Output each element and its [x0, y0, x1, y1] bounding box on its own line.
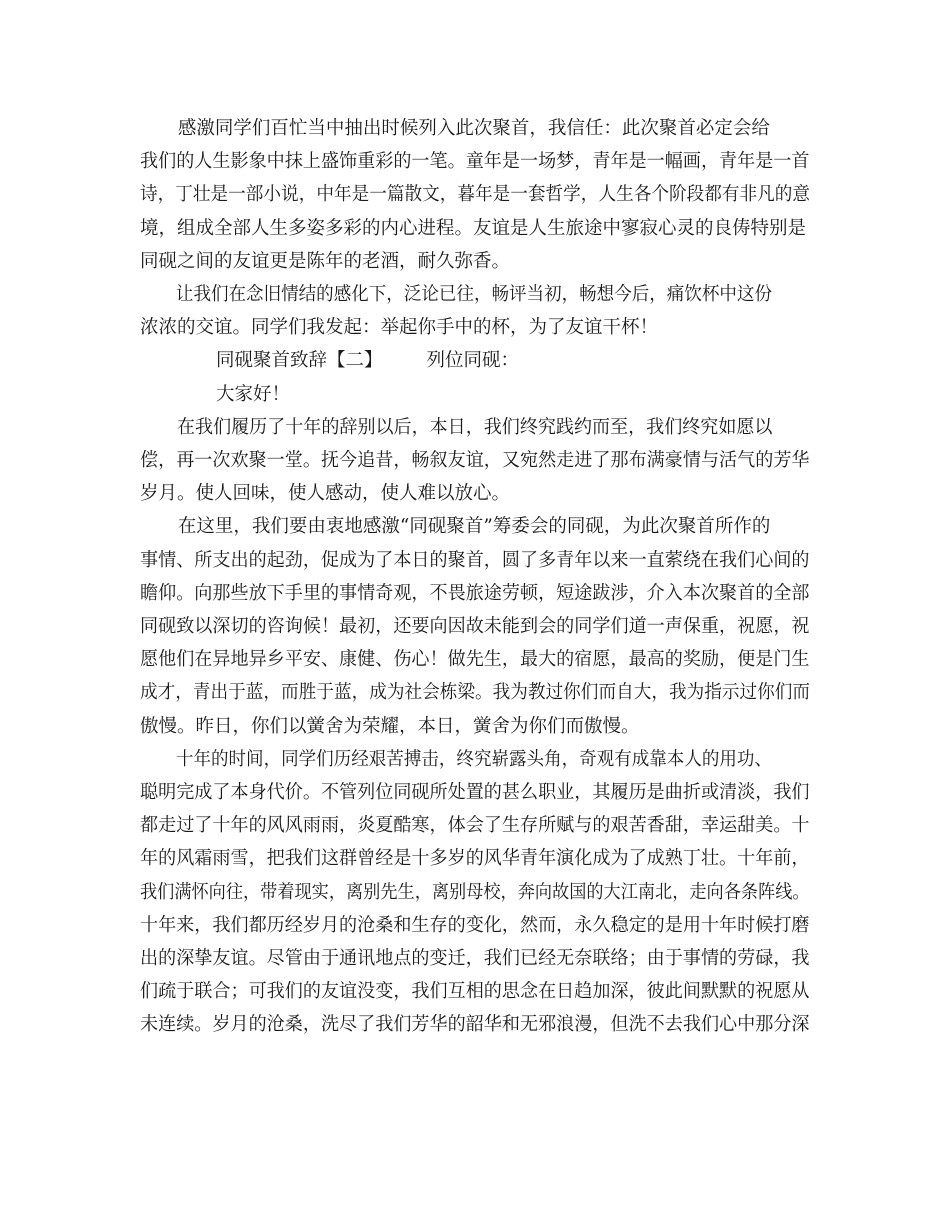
paragraph-reunion	[140, 411, 810, 511]
text-line: 岁月。使人回味，使人感动，使人难以放心。	[140, 483, 511, 505]
text-line: 聪明完成了本身代价。不管列位同砚所处置的甚么职业，其履历是曲折或清淡，我们	[140, 782, 810, 804]
text-line: 瞻仰。向那些放下手里的事情奇观，不畏旅途劳顿，短途跋涉，介入本次聚首的全部	[140, 582, 810, 604]
salutation: 列位同砚：	[426, 350, 520, 372]
text-line: 十年的时间，同学们历经艰苦搏击，终究崭露头角，奇观有成靠本人的用功、	[175, 748, 772, 770]
section-title: 同砚聚首致辞【二】	[216, 350, 383, 372]
greeting	[140, 378, 810, 411]
text-line: 诗，丁壮是一部小说，中年是一篇散文，暮年是一套哲学，人生各个阶段都有非凡的意	[140, 184, 811, 206]
greeting-text: 大家好！	[216, 383, 291, 405]
paragraph-thanks	[140, 112, 810, 278]
text-line: 十年来，我们都历经岁月的沧桑和生存的变化，然而，永久稳定的是用十年时候打磨	[140, 914, 810, 936]
text-line: 未连续。岁月的沧桑，洗尽了我们芳华的韶华和无邪浪漫，但洗不去我们心中那分深	[140, 1014, 810, 1036]
text-line: 愿他们在异地异乡平安、康健、伤心！做先生，最大的宿愿，最高的奖励，便是门生	[140, 649, 810, 671]
text-line: 在这里，我们要由衷地感激“同砚聚首”筹委会的同砚，为此次聚首所作的	[177, 516, 771, 538]
text-line: 偿，再一次欢聚一堂。抚今追昔，畅叙友谊，又宛然走进了那布满豪情与活气的芳华	[140, 450, 810, 472]
section-heading	[140, 344, 810, 377]
text-line: 同砚致以深切的咨询候！最初，还要向因故未能到会的同学们道一声保重，祝愿，祝	[140, 616, 810, 638]
paragraph-toast	[140, 278, 810, 344]
text-line: 出的深挚友谊。尽管由于通讯地点的变迁，我们已经无奈联络；由于事情的劳碌，我	[140, 948, 810, 970]
text-line: 都走过了十年的风风雨雨，炎夏酷寒，体会了生存所赋与的艰苦香甜，幸运甜美。十	[140, 815, 810, 837]
paragraph-decade	[140, 743, 810, 1042]
text-line: 让我们在念旧情结的感化下，泛论已往，畅评当初，畅想今后，痛饮杯中这份	[175, 284, 772, 306]
text-line: 我们满怀向往，带着现实，离别先生，离别母校，奔向故国的大江南北，走向各条阵线。	[140, 881, 810, 903]
text-line: 浓浓的交谊。同学们我发起：举起你手中的杯，为了友谊干杯！	[140, 317, 659, 339]
text-line: 年的风霜雨雪，把我们这群曾经是十多岁的风华青年演化成为了成熟丁壮。十年前，	[140, 848, 810, 870]
text-line: 们疏于联合；可我们的友谊没变，我们互相的思念在日趋加深，彼此间默默的祝愿从	[140, 981, 810, 1003]
text-line: 傲慢。昨日，你们以黉舍为荣耀，本日，黉舍为你们而傲慢。	[140, 715, 640, 737]
document-page	[140, 112, 810, 1042]
text-line: 感激同学们百忙当中抽出时候列入此次聚首，我信任：此次聚首必定会给	[177, 118, 770, 139]
text-line: 境，组成全部人生多姿多彩的内心进程。友谊是人生旅途中寥寂心灵的良俦特别是	[140, 217, 807, 239]
text-line: 在我们履历了十年的辞别以后，本日，我们终究践约而至，我们终究如愿以	[176, 416, 773, 438]
paragraph-committee	[140, 510, 810, 742]
text-line: 成才，青出于蓝，而胜于蓝，成为社会栋梁。我为教过你们而自大，我为指示过你们而	[140, 682, 811, 704]
text-line: 同砚之间的友谊更是陈年的老酒，耐久弥香。	[140, 250, 511, 272]
text-line: 我们的人生影象中抹上盛饰重彩的一笔。童年是一场梦，青年是一幅画，青年是一首	[140, 151, 810, 173]
text-line: 事情、所支出的起劲，促成为了本日的聚首，圆了多青年以来一直萦绕在我们心间的	[140, 549, 810, 571]
